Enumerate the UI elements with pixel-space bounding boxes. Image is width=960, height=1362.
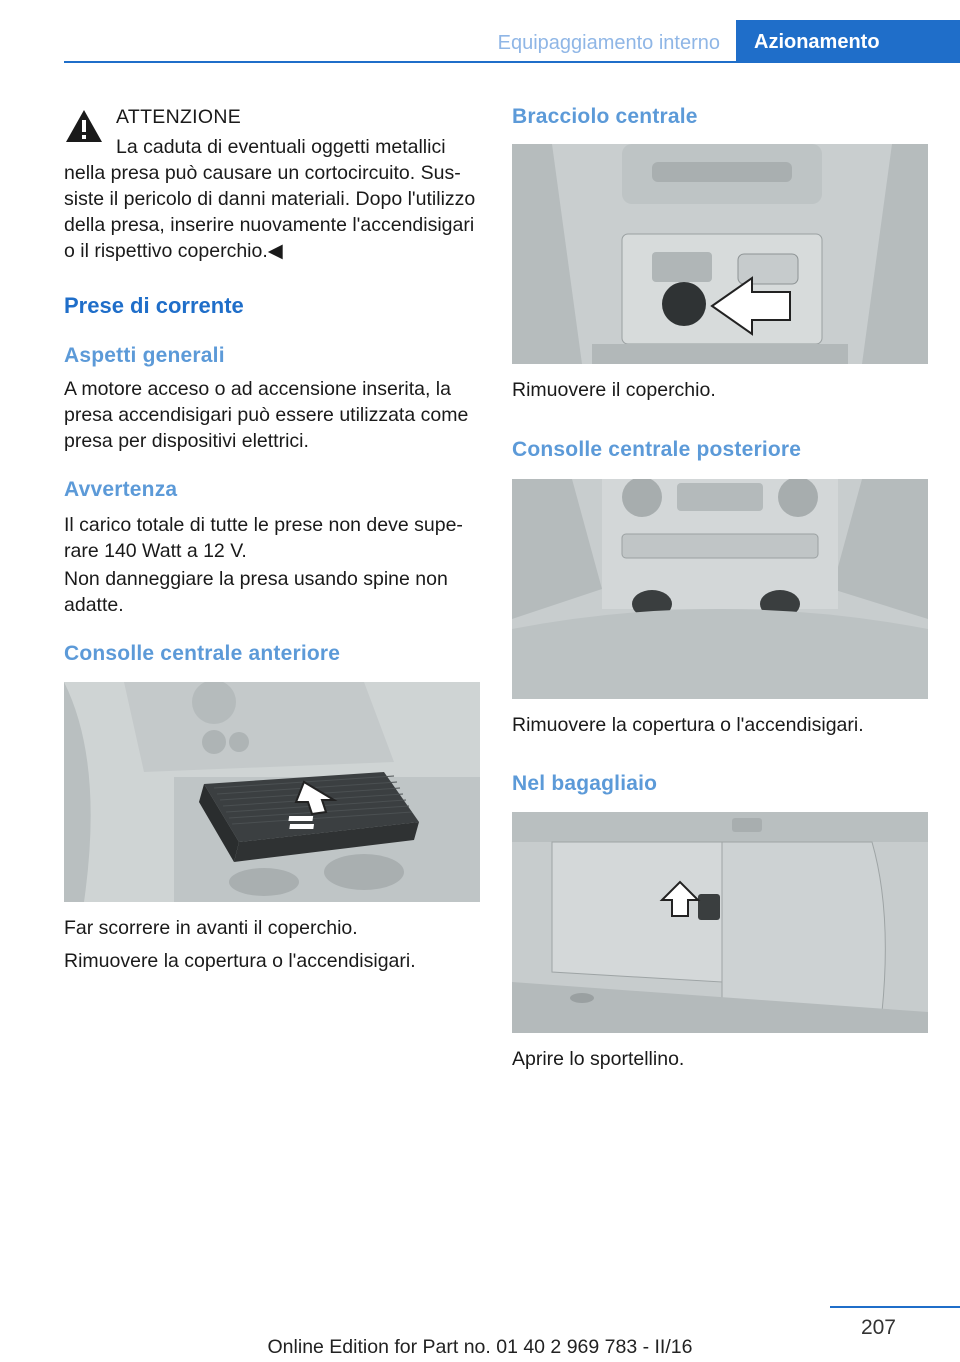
armrest-image [512, 144, 928, 364]
trunk-caption: Aprire lo sportellino. [512, 1048, 685, 1070]
trunk-image [512, 812, 928, 1033]
rear-console-image [512, 479, 928, 699]
heading-power-sockets: Prese di corrente [64, 293, 244, 318]
warning-text: nella presa può causare un cortocircuito. Sussiste il pericolo di danni materiali. Dopo l'utilizzo della presa, inserire nuovamente l'accendisigari o il rispettivo coperchio.◀ [64, 162, 476, 262]
warning-title: ATTENZIONE [116, 106, 242, 128]
rear-caption: Rimuovere la copertura o l'accendisigari. [512, 714, 864, 736]
front-caption-2: Rimuovere la copertura o l'accendisigari. [64, 950, 416, 972]
heading-trunk: Nel bagagliaio [512, 772, 658, 795]
general-text: A motore acceso o ad accensione inserita, la presa accendisigari può essere utilizzata come presa per dispositivi elettrici. [64, 378, 469, 452]
heading-rear-console: Consolle centrale posteriore [512, 438, 802, 461]
footer-edition: Online Edition for Part no. 01 40 2 969 783 - II/16 [267, 1336, 693, 1358]
header-section-title: Equipaggiamento interno [497, 32, 720, 54]
warning-block [64, 104, 480, 264]
header-rule [64, 61, 960, 63]
note-text-2: Non danneggiare la presa usando spine non adatte. [64, 568, 448, 616]
heading-general: Aspetti generali [64, 344, 225, 367]
warning-line-1: La caduta di eventuali oggetti metallici [116, 136, 446, 158]
armrest-caption: Rimuovere il coperchio. [512, 379, 716, 401]
note-text-1: Il carico totale di tutte le prese non deve superare 140 Watt a 12 V. [64, 514, 463, 562]
heading-armrest: Bracciolo centrale [512, 105, 698, 128]
front-console-image [64, 682, 480, 902]
footer-rule [830, 1306, 960, 1308]
header-chapter-tab: Azionamento [736, 20, 960, 62]
heading-front-console: Consolle centrale anteriore [64, 642, 341, 665]
page-number: 207 [860, 1316, 896, 1339]
front-caption-1: Far scorrere in avanti il coperchio. [64, 917, 358, 939]
heading-note: Avvertenza [64, 478, 178, 501]
